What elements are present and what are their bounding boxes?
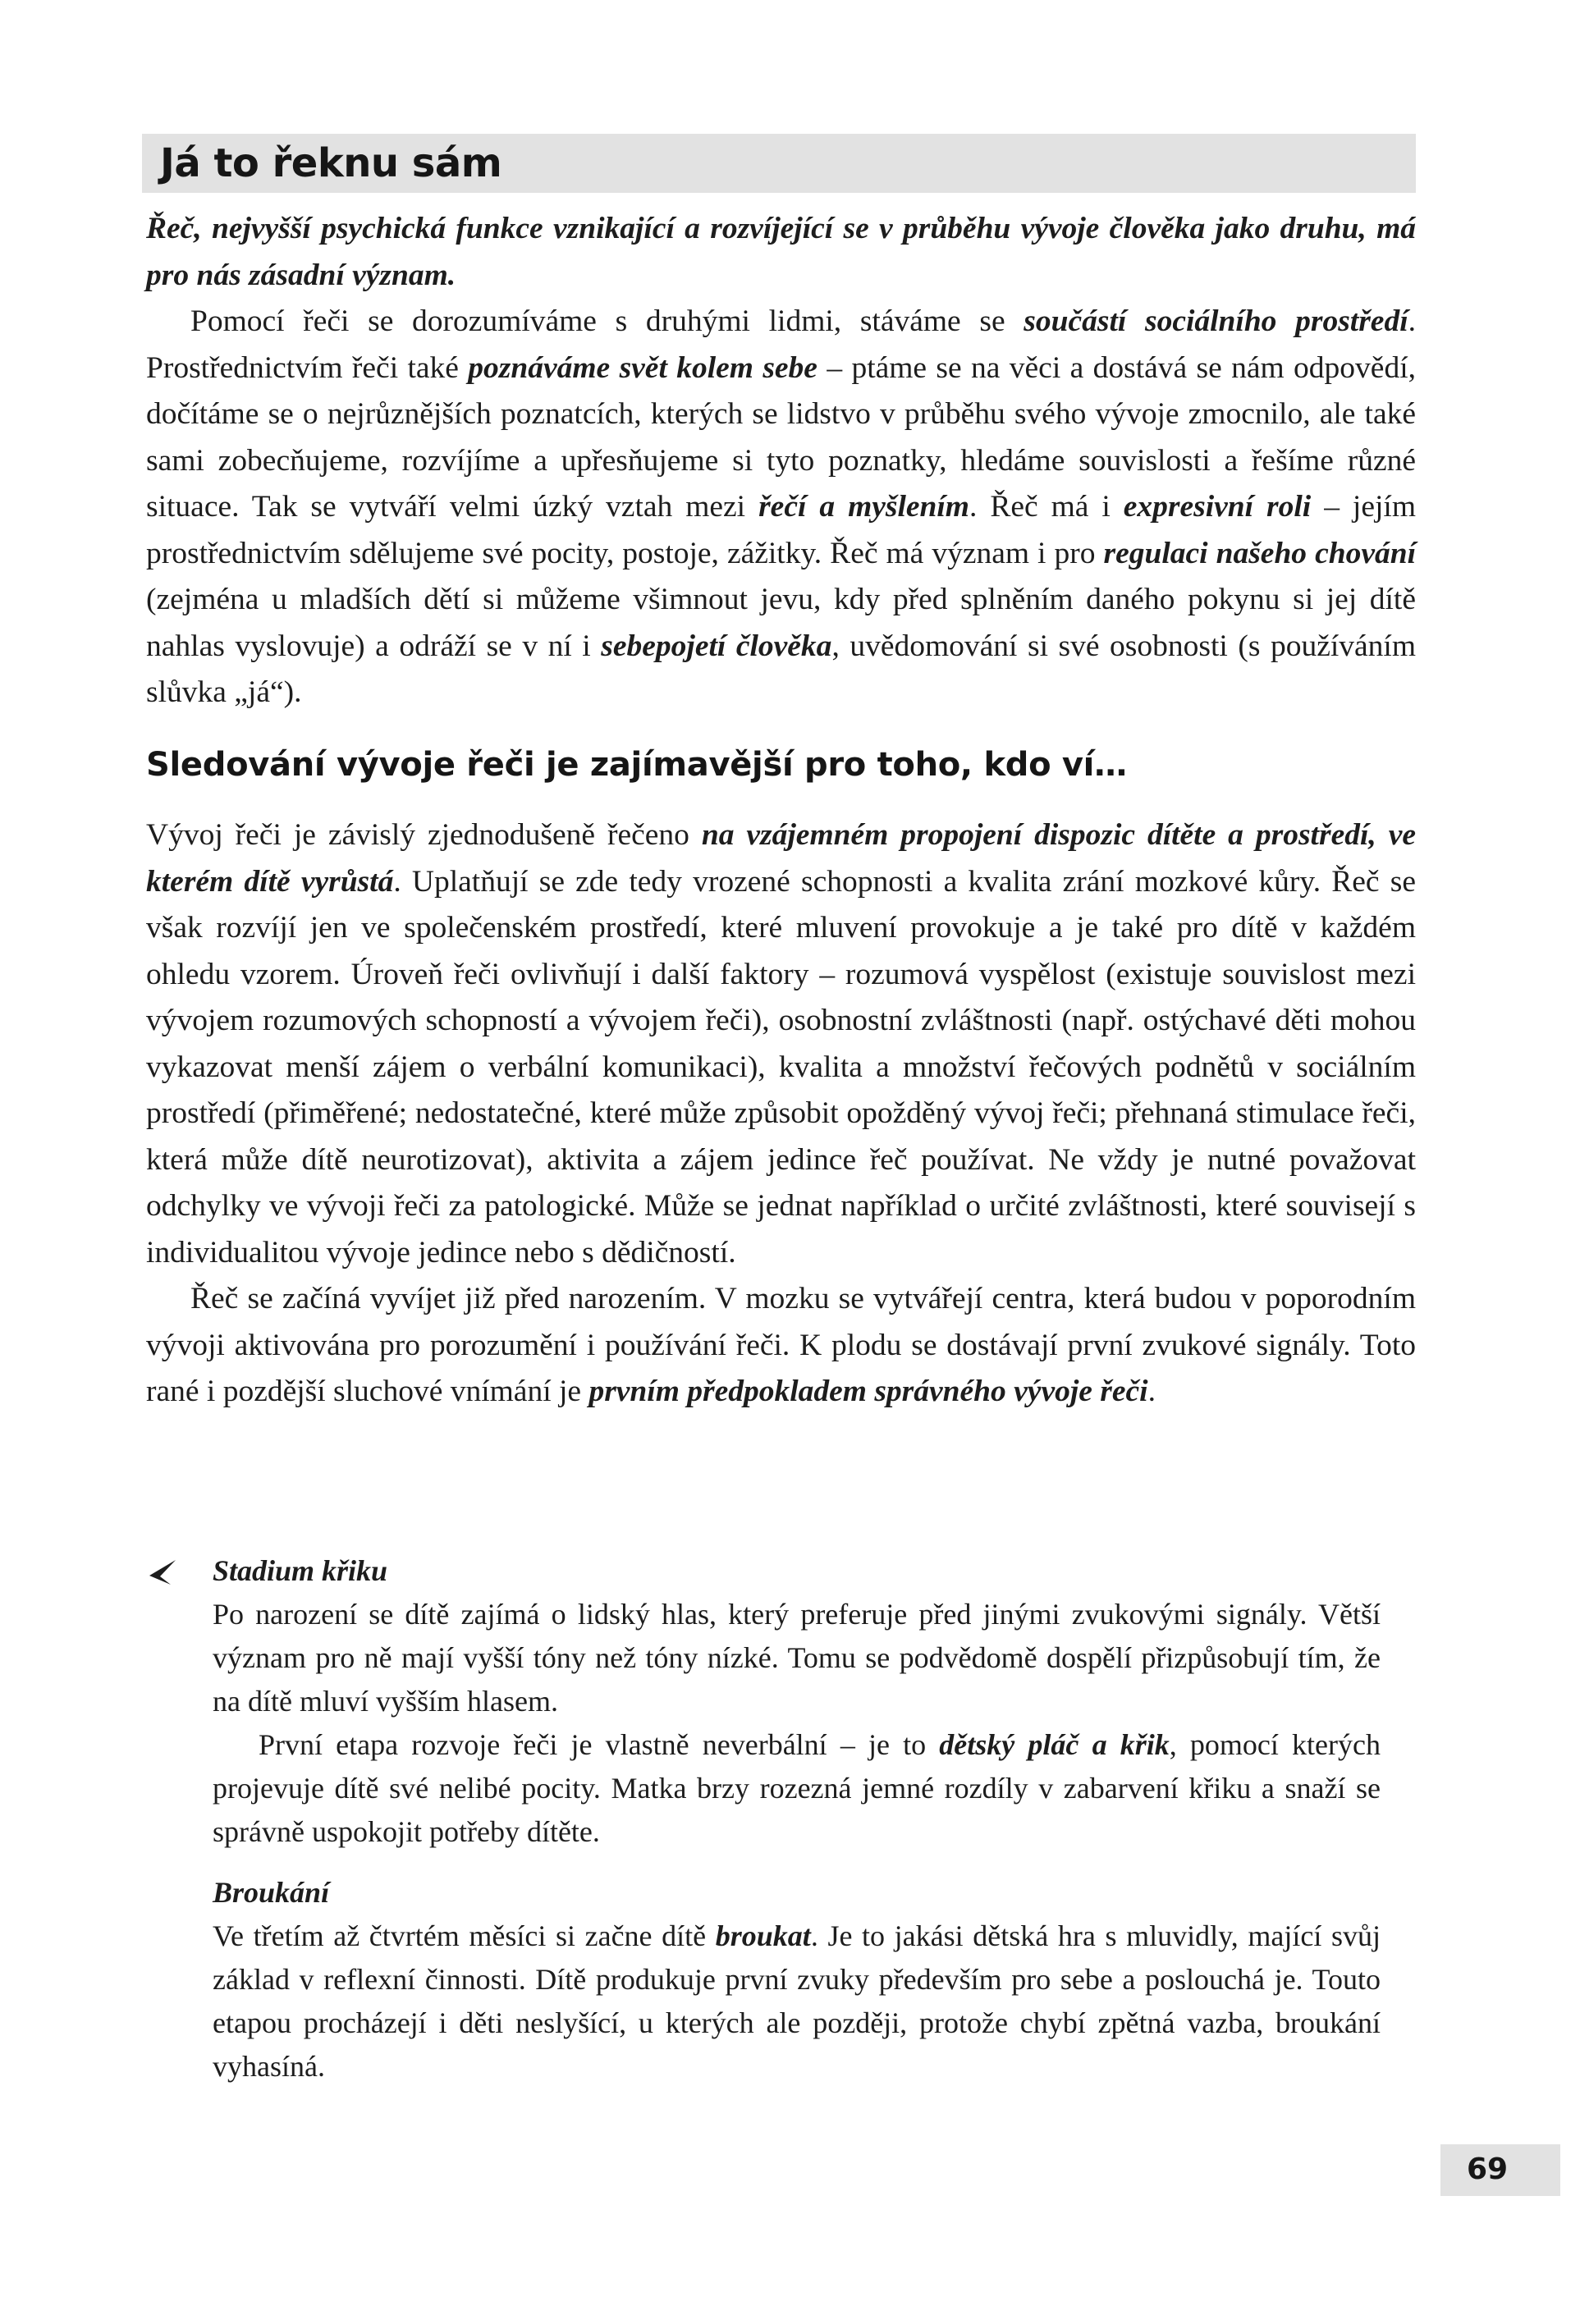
section-heading-bar xyxy=(142,134,1416,193)
emphasis: řečí a myšlením xyxy=(758,490,969,524)
text-run: (zejména u mladších dětí si můžeme všimnout jevu, kdy před splněním daného pokynu si jej dítě nahlas vyslovuje) a odráží se v ní i xyxy=(146,583,1416,663)
emphasis: prvním předpokladem správného vývoje řeči xyxy=(588,1375,1148,1408)
emphasis: regulaci našeho chování xyxy=(1103,536,1416,570)
emphasis: expresivní roli xyxy=(1123,490,1312,524)
text-run: Vývoj řeči je závislý zjednodušeně řečeno xyxy=(146,818,702,852)
text-run: Řeč se začíná vyvíjet již před narozením. V mozku se vytvářejí centra, která budou v poporodním vývoji aktivována pro porozumění i používání řeči. K plodu se dostávají první zvukové signály. Toto rané i pozdější sluchové vnímání je xyxy=(146,1282,1416,1408)
emphasis: součástí sociálního prostředí xyxy=(1024,304,1408,338)
text-run: První etapa rozvoje řeči je vlastně neverbální – je to xyxy=(259,1728,940,1761)
stage-paragraph xyxy=(213,1915,1381,2088)
text-run: Pomocí řeči se dorozumíváme s druhými lidmi, stáváme se xyxy=(190,304,1024,338)
stage-paragraph xyxy=(213,1723,1381,1854)
stage-title: Broukání xyxy=(213,1876,330,1909)
emphasis: broukat xyxy=(715,1919,811,1952)
section-title: Já to řeknu sám xyxy=(160,140,502,186)
emphasis: sebepojetí člověka xyxy=(601,629,832,663)
emphasis: poznáváme svět kolem sebe xyxy=(468,350,817,385)
intro-paragraph xyxy=(146,299,1416,716)
text-run: . Uplatňují se zde tedy vrozené schopnosti a kvalita zrání mozkové kůry. Řeč se však rozvíjí jen ve společenském prostředí, které mluvení provokuje a je také pro dítě v každém ohledu vzorem. Úroveň řeči ovlivňují i další faktory – rozumová vyspělost (existuje souvislost mezi vývojem rozumových schopností a vývojem řeči), osobnostní zvláštnosti (např. ostýchavé děti mohou vykazovat menší zájem o verbální komunikaci), kvalita a množství řečových podnětů v sociálním prostředí (přiměřené; nedostatečné, které může způsobit opožděný vývoj řeči; přehnaná stimulace řeči, která může dítě neurotizovat), aktivita a zájem jedince řeč používat. Ne vždy je nutné považovat odchylky ve vývoji řeči za patologické. Může se jednat například o určité zvláštnosti, které souvisejí s individualitou vývoje jedince nebo s dědičností. xyxy=(146,864,1416,1270)
stage-title: Stadium křiku xyxy=(213,1554,388,1587)
text-run: – ptáme se na věci a dostává se nám odpovědí, dočítáme se o nejrůznějších poznatcích, kterých se lidstvo v průběhu svého vývoje zmocnilo, ale také sami zobecňujeme, rozvíjíme a upřesňujeme si tyto poznatky, hledáme souvislosti a řešíme různé situace. Tak se vytváří velmi úzký vztah mezi xyxy=(146,350,1416,524)
stage-paragraph: Po narození se dítě zajímá o lidský hlas, který preferuje před jinými zvukovými signály. Větší význam pro ně mají vyšší tóny než tóny nízké. Tomu se podvědomě dospělí přizpůsobují tím, že na dítě mluví vyšším hlasem. xyxy=(213,1598,1381,1718)
text-run: , uvědomování si své osobnosti (s používáním slůvka „já“). xyxy=(146,629,1417,709)
text-run: , pomocí kterých projevuje dítě své nelibé pocity. Matka brzy rozezná jemné rozdíly v zabarvení křiku a snaží se správně uspokojit potřeby dítěte. xyxy=(213,1728,1381,1848)
text-run: . Prostřednictvím řeči také xyxy=(146,304,1416,385)
development-block xyxy=(146,812,1416,1416)
intro-block xyxy=(146,206,1416,716)
page-number-box xyxy=(1440,2144,1560,2196)
development-paragraph-1 xyxy=(146,812,1416,1276)
page-number: 69 xyxy=(1467,2152,1509,2186)
text-run: . Je to jakási dětská hra s mluvidly, mající svůj základ v reflexní činnosti. Dítě produkuje první zvuky především pro sebe a poslouchá je. Touto etapou procházejí i děti neslyšící, u kterých ale později, protože chybí zpětná vazba, broukání vyhasíná. xyxy=(213,1919,1381,2083)
text-run: . xyxy=(1147,1375,1156,1408)
stage-cooing xyxy=(213,1871,1381,2088)
text-run: – jejím prostřednictvím sdělujeme své pocity, postoje, zážitky. Řeč má význam i pro xyxy=(146,490,1416,570)
text-run: Ve třetím až čtvrtém měsíci si začne dítě xyxy=(213,1919,716,1952)
text-run: . Řeč má i xyxy=(969,490,1124,524)
stage-crying xyxy=(213,1549,1381,1854)
emphasis: na vzájemném propojení dispozic dítěte a prostředí, ve kterém dítě vyrůstá xyxy=(146,818,1416,899)
development-paragraph-2 xyxy=(146,1276,1416,1416)
arrow-left-icon xyxy=(146,1558,179,1587)
intro-lead: Řeč, nejvyšší psychická funkce vznikající a rozvíjející se v průběhu vývoje člověka jako druhu, má pro nás zásadní význam. xyxy=(146,212,1416,292)
subheading: Sledování vývoje řeči je zajímavější pro toho, kdo ví… xyxy=(146,746,1127,784)
emphasis: dětský pláč a křik xyxy=(939,1728,1170,1761)
